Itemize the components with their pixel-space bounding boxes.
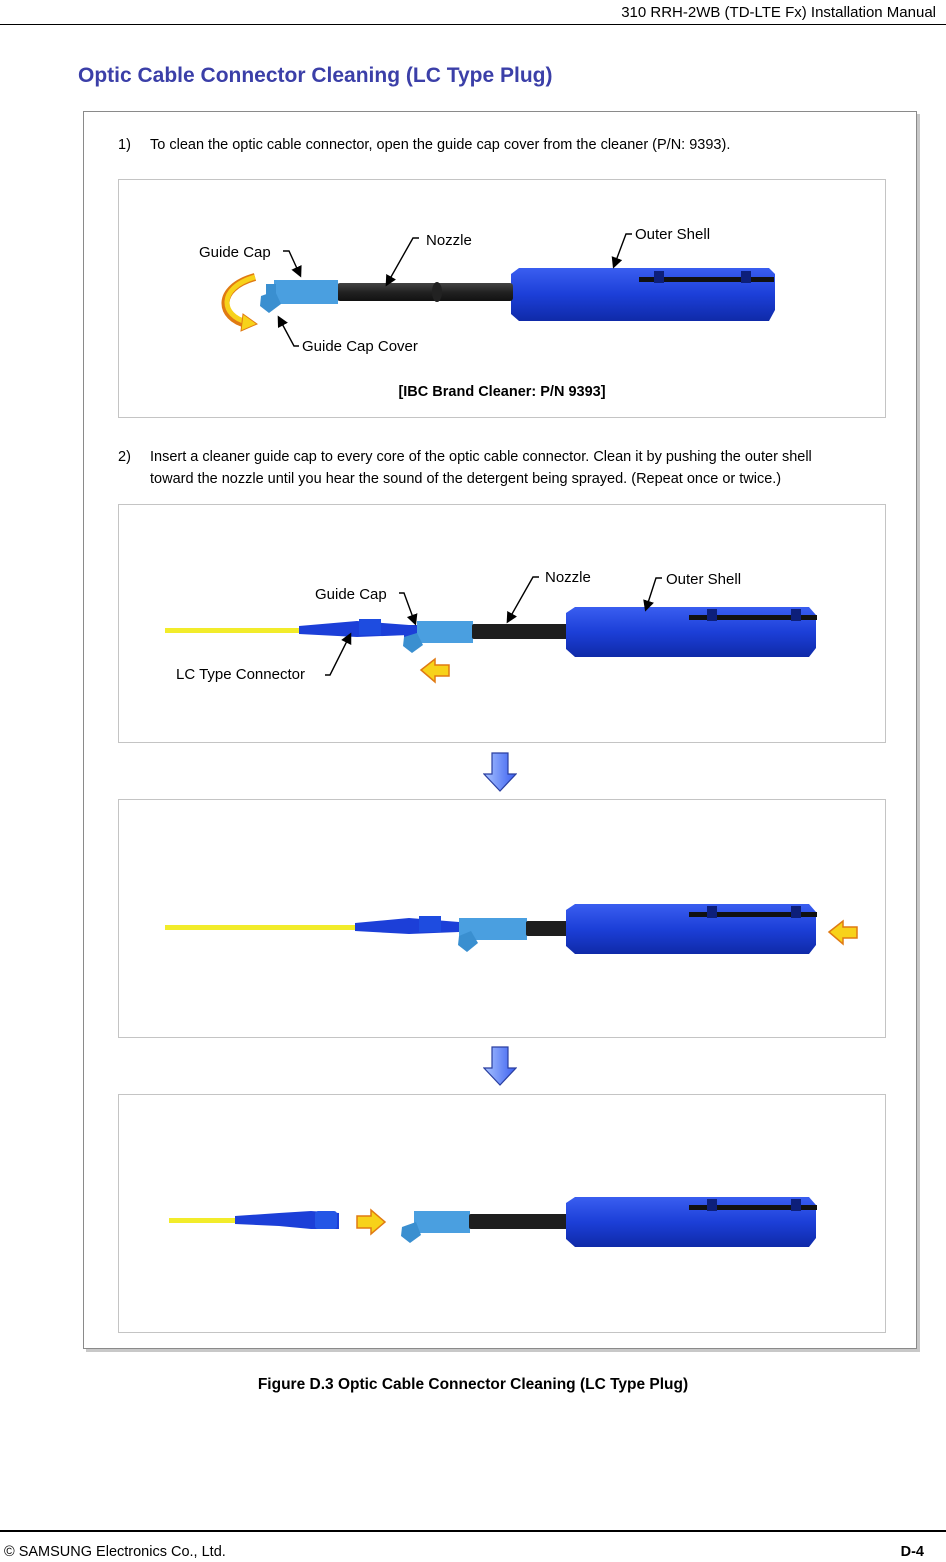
label-guide-cap-cover: Guide Cap Cover [302,338,418,355]
guide-cap [274,280,338,304]
optic-fiber [169,1218,237,1223]
nozzle [337,283,513,301]
optic-fiber [165,628,300,633]
label-nozzle: Nozzle [426,232,472,249]
section-title: Optic Cable Connector Cleaning (LC Type Plug) [78,64,553,87]
nozzle [472,624,568,639]
guide-cap [417,621,473,643]
outer-shell [566,1197,816,1247]
outer-shell [511,268,775,321]
label-guide-cap: Guide Cap [315,586,387,603]
step-1 [118,134,898,156]
footer-copyright: © SAMSUNG Electronics Co., Ltd. [4,1544,226,1560]
page-header [0,0,946,25]
push-arrow-icon [829,921,857,944]
panel-caption: [IBC Brand Cleaner: P/N 9393] [398,384,606,400]
outer-shell [566,904,816,954]
manual-title: 310 RRH-2WB (TD-LTE Fx) Installation Manual [621,4,936,21]
panel-remove [118,1094,886,1333]
step-2 [118,446,908,490]
panel-push [118,799,886,1038]
optic-fiber [165,925,357,930]
label-lc-connector: LC Type Connector [176,666,305,683]
step-text-line-1: Insert a cleaner guide cap to every core of the optic cable connector. Clean it by pushing the outer shell [150,449,812,465]
label-outer-shell: Outer Shell [666,571,742,588]
insert-illustration [119,505,885,742]
nozzle [469,1214,569,1229]
panel-cleaner [118,179,886,418]
lc-connector [299,621,409,637]
panel-insert [118,504,886,743]
page-number: D-4 [900,1544,924,1560]
down-arrow-icon [483,752,517,792]
guide-cap [414,1211,470,1233]
step-text-line-2: toward the nozzle until you hear the sound of the detergent being sprayed. (Repeat once or twice.) [150,471,782,487]
nozzle [526,921,572,936]
lc-connector [355,918,459,934]
remove-illustration [119,1095,885,1332]
down-arrow-icon [483,1046,517,1086]
cleaner-illustration [119,180,885,417]
label-outer-shell: Outer Shell [635,226,711,243]
outer-shell [566,607,816,657]
step-text: To clean the optic cable connector, open the guide cap cover from the cleaner (P/N: 9393). [150,137,731,153]
figure-caption: Figure D.3 Optic Cable Connector Cleaning (LC Type Plug) [257,1376,689,1393]
move-arrow-icon [357,1210,385,1234]
step-number: 2) [118,449,131,465]
push-arrow-icon [421,659,449,682]
step-number: 1) [118,137,131,153]
label-guide-cap: Guide Cap [199,244,271,261]
push-illustration [119,800,885,1037]
footer-divider [0,1530,946,1532]
label-nozzle: Nozzle [545,569,591,586]
